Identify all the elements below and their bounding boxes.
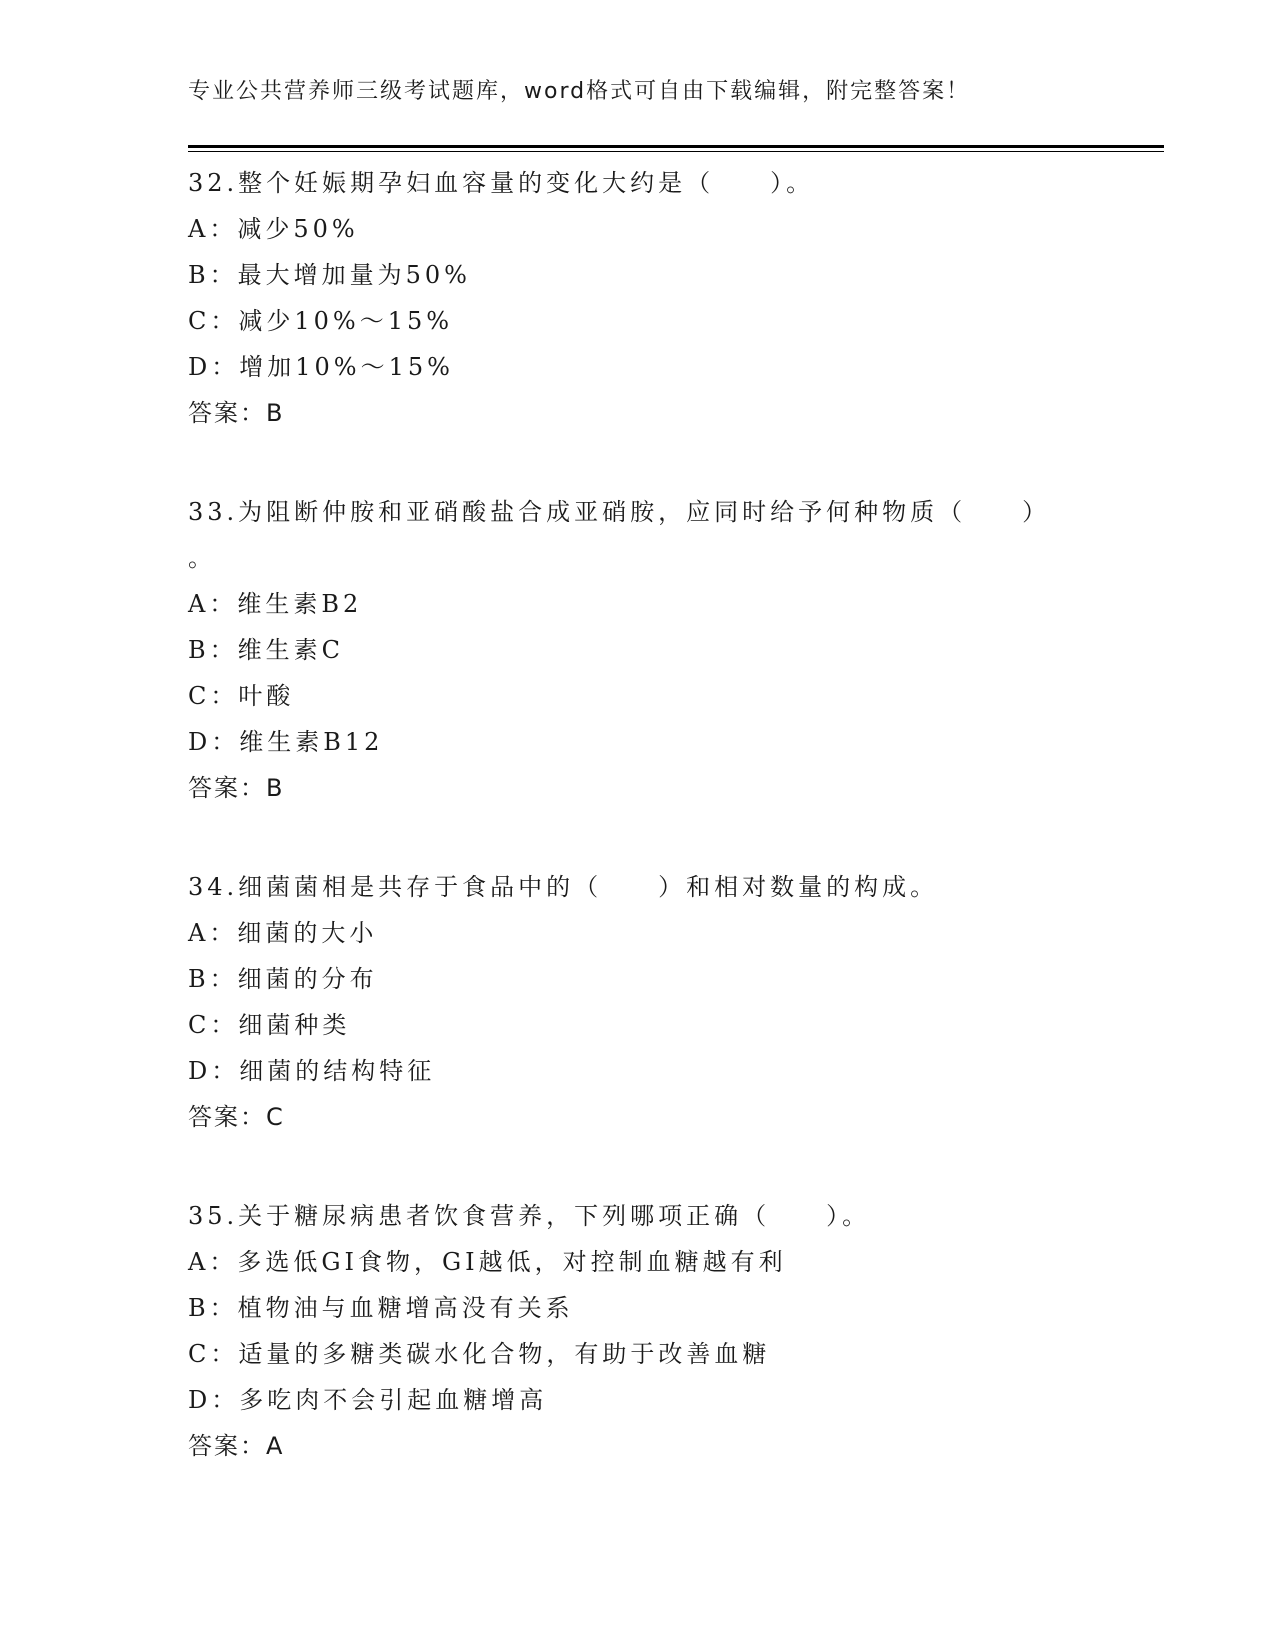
option-a: A：减少50% bbox=[188, 215, 359, 243]
answer-line: 答案：B bbox=[188, 399, 285, 427]
question-stem: 35.关于糖尿病患者饮食营养，下列哪项正确（ ）。 bbox=[188, 1202, 871, 1230]
option-d: D：多吃肉不会引起血糖增高 bbox=[188, 1386, 548, 1414]
question-34 bbox=[188, 864, 1164, 1140]
question-stem-continued: 。 bbox=[188, 544, 216, 572]
option-a: A：细菌的大小 bbox=[188, 919, 378, 947]
option-b: B：最大增加量为50% bbox=[188, 261, 471, 289]
option-b: B：维生素C bbox=[188, 636, 344, 664]
option-c: C：适量的多糖类碳水化合物，有助于改善血糖 bbox=[188, 1340, 771, 1368]
option-d: D：维生素B12 bbox=[188, 728, 384, 756]
option-a: A：多选低GI食物，GI越低，对控制血糖越有利 bbox=[188, 1248, 787, 1276]
option-a: A：维生素B2 bbox=[188, 590, 363, 618]
answer-line: 答案：A bbox=[188, 1432, 285, 1460]
question-32 bbox=[188, 160, 1164, 436]
answer-line: 答案：C bbox=[188, 1103, 285, 1131]
question-stem: 33.为阻断仲胺和亚硝酸盐合成亚硝胺，应同时给予何种物质（ ） bbox=[188, 498, 1051, 526]
option-c: C：叶酸 bbox=[188, 682, 295, 710]
question-list bbox=[188, 160, 1164, 1522]
question-35 bbox=[188, 1193, 1164, 1469]
option-c: C：细菌种类 bbox=[188, 1011, 351, 1039]
option-d: D：增加10%～15% bbox=[188, 353, 454, 381]
question-stem: 34.细菌菌相是共存于食品中的（ ）和相对数量的构成。 bbox=[188, 873, 939, 901]
header-rule-thick bbox=[188, 145, 1164, 148]
header-rule-thin bbox=[188, 151, 1164, 152]
question-33 bbox=[188, 489, 1164, 811]
option-c: C：减少10%～15% bbox=[188, 307, 454, 335]
option-b: B：植物油与血糖增高没有关系 bbox=[188, 1294, 574, 1322]
answer-line: 答案：B bbox=[188, 774, 285, 802]
question-stem: 32.整个妊娠期孕妇血容量的变化大约是（ ）。 bbox=[188, 169, 815, 197]
option-d: D：细菌的结构特征 bbox=[188, 1057, 436, 1085]
option-b: B：细菌的分布 bbox=[188, 965, 378, 993]
page-header: 专业公共营养师三级考试题库，word格式可自由下载编辑，附完整答案！ bbox=[188, 79, 971, 104]
